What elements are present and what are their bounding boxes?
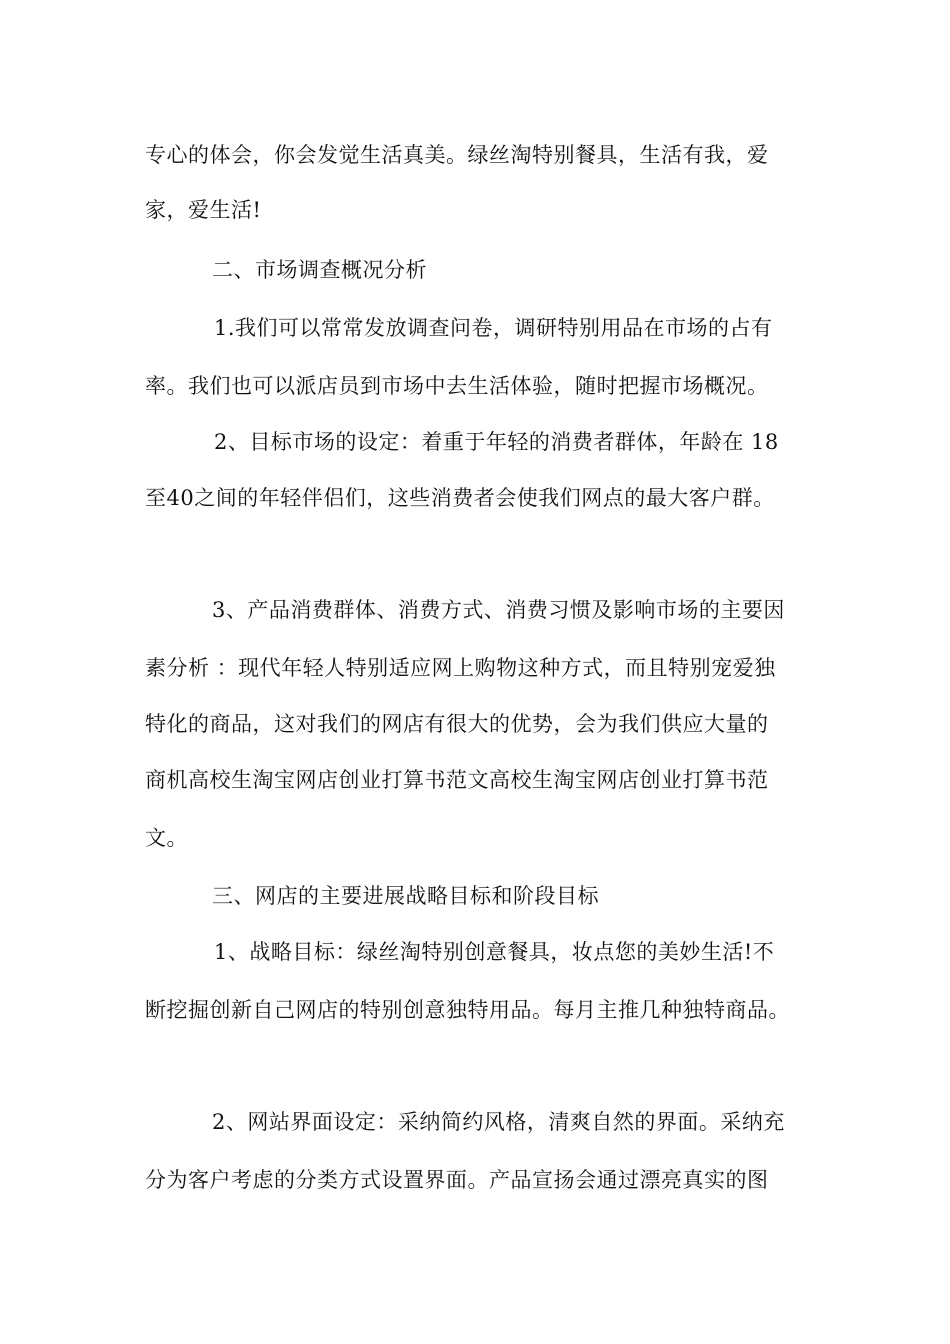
body-text-line: 1、战略目标：绿丝淘特别创意餐具，妆点您的美妙生活!不 xyxy=(214,940,775,964)
body-text-line: 2、网站界面设定：采纳简约风格，清爽自然的界面。采纳充 xyxy=(212,1110,785,1134)
body-text-line: 专心的体会，你会发觉生活真美。绿丝淘特别餐具，生活有我，爱 xyxy=(145,143,769,167)
body-text-line: 至40之间的年轻伴侣们，这些消费者会使我们网点的最大客户群。 xyxy=(145,486,775,510)
body-text-line: 素分析 ：现代年轻人特别适应网上购物这种方式，而且特别宠爱独 xyxy=(145,656,776,680)
body-text-line: 断挖掘创新自己网店的特别创意独特用品。每月主推几种独特商品。 xyxy=(145,998,790,1022)
body-text-line: 3、产品消费群体、消费方式、消费习惯及影响市场的主要因 xyxy=(212,598,785,622)
body-text-line: 率。我们也可以派店员到市场中去生活体验，随时把握市场概况。 xyxy=(145,374,769,398)
section-heading: 三、网店的主要进展战略目标和阶段目标 xyxy=(212,884,599,908)
body-text-line: 文。 xyxy=(145,826,188,850)
body-text-line: 商机高校生淘宝网店创业打算书范文高校生淘宝网店创业打算书范 xyxy=(145,768,769,792)
body-text-line: 分为客户考虑的分类方式设置界面。产品宣扬会通过漂亮真实的图 xyxy=(145,1168,769,1192)
body-text-line: 2、目标市场的设定：着重于年轻的消费者群体，年龄在 18 xyxy=(214,430,779,454)
section-heading: 二、市场调查概况分析 xyxy=(212,258,427,282)
body-text-line: 特化的商品，这对我们的网店有很大的优势，会为我们供应大量的 xyxy=(145,712,769,736)
body-text-line: 家，爱生活! xyxy=(145,198,262,222)
body-text-line: 1.我们可以常常发放调查问卷，调研特别用品在市场的占有 xyxy=(214,316,773,340)
